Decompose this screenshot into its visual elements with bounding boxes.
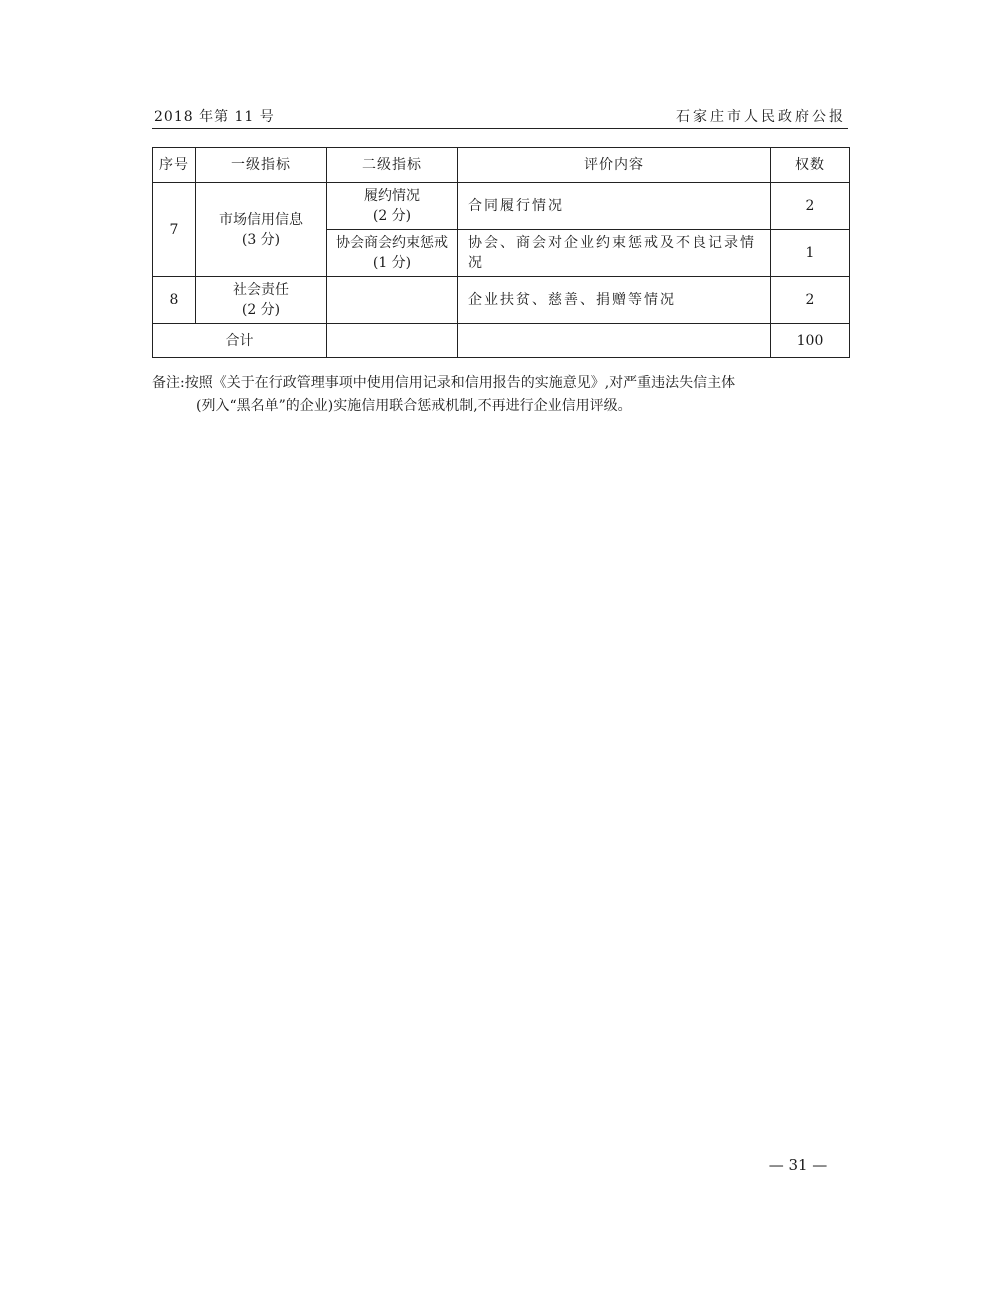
level1-indicator: [196, 183, 327, 277]
total-empty-cell: [327, 324, 458, 358]
weight-value: 2: [771, 183, 850, 230]
column-header-no: 序号: [153, 148, 196, 183]
note-line-2: (列入“黑名单”的企业)实施信用联合惩戒机制,不再进行企业信用评级。: [196, 398, 632, 414]
level1-name: 社会责任: [233, 282, 289, 298]
table-total-row: [153, 324, 850, 358]
weight-value: 2: [771, 277, 850, 324]
table-note: [152, 372, 852, 418]
level1-score: (3 分): [241, 231, 281, 248]
journal-title: 石家庄市人民政府公报: [676, 109, 846, 125]
row-number: 8: [153, 277, 196, 324]
column-header-weight: 权数: [771, 148, 850, 183]
note-line-1: 备注:按照《关于在行政管理事项中使用信用记录和信用报告的实施意见》,对严重违法失信主体: [152, 375, 736, 391]
evaluation-table: [152, 147, 850, 358]
level2-indicator: [327, 183, 458, 230]
total-label: 合计: [153, 324, 327, 358]
level1-indicator: [196, 277, 327, 324]
weight-value: 1: [771, 230, 850, 277]
level2-indicator-empty: [327, 277, 458, 324]
table-row: [153, 277, 850, 324]
level2-name: 履约情况: [364, 188, 420, 204]
level1-name: 市场信用信息: [219, 211, 303, 228]
evaluation-content: 合同履行情况: [458, 183, 771, 230]
level2-name: 协会商会约束惩戒: [336, 235, 448, 251]
level2-score: (2 分): [372, 208, 412, 224]
total-empty-cell: [458, 324, 771, 358]
evaluation-content: 协会、商会对企业约束惩戒及不良记录情况: [458, 230, 771, 277]
column-header-level1: 一级指标: [196, 148, 327, 183]
evaluation-content: 企业扶贫、慈善、捐赠等情况: [458, 277, 771, 324]
table-header-row: [153, 148, 850, 183]
table-row: [153, 183, 850, 230]
row-number: 7: [153, 183, 196, 277]
level2-score: (1 分): [372, 255, 412, 271]
level1-score: (2 分): [241, 302, 281, 318]
column-header-content: 评价内容: [458, 148, 771, 183]
page-number: — 31 —: [768, 1156, 828, 1174]
level2-indicator: [327, 230, 458, 277]
total-weight: 100: [771, 324, 850, 358]
column-header-level2: 二级指标: [327, 148, 458, 183]
issue-number: 2018 年第 11 号: [154, 109, 275, 125]
page-header: [152, 106, 848, 129]
